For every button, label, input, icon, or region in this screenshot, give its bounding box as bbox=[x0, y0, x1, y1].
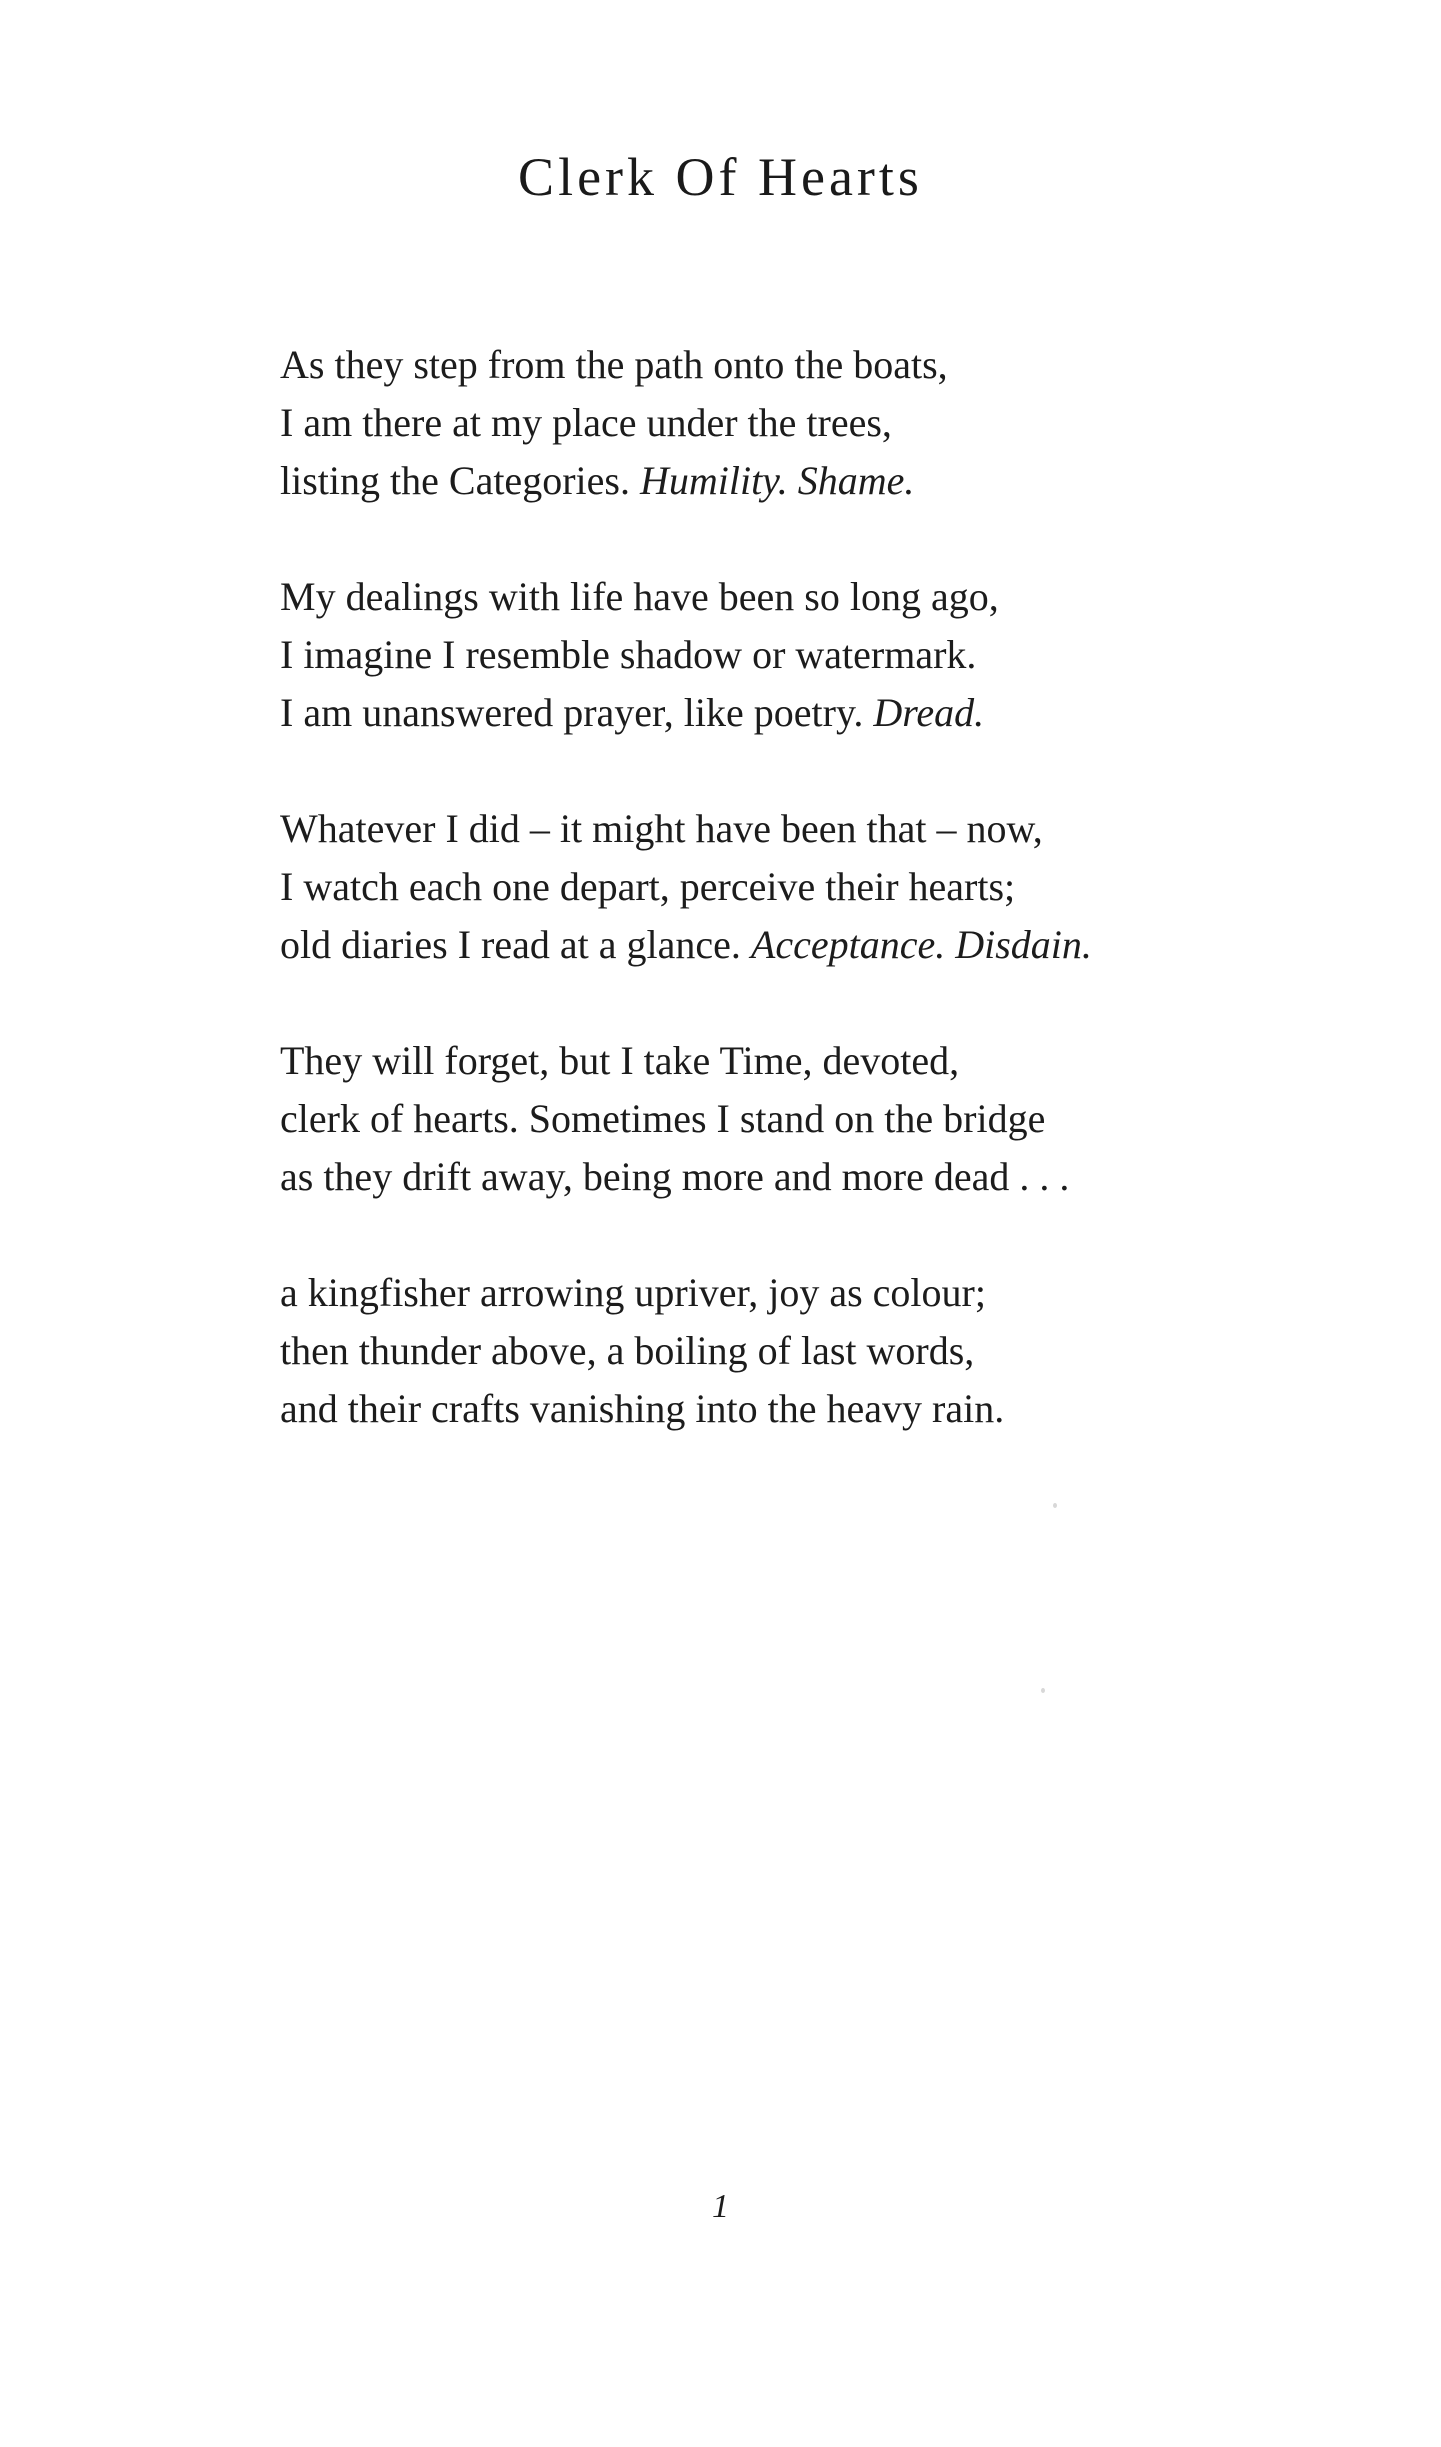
poem-line: listing the Categories. Humility. Shame. bbox=[280, 458, 915, 503]
stanza-3 bbox=[280, 800, 1280, 974]
poem-line: as they drift away, being more and more dead . . . bbox=[280, 1154, 1070, 1199]
stanza-4 bbox=[280, 1032, 1280, 1206]
scan-speck bbox=[1041, 1688, 1045, 1693]
poem-line: then thunder above, a boiling of last words, bbox=[280, 1328, 975, 1373]
poem-body bbox=[280, 336, 1280, 1496]
poem-line: They will forget, but I take Time, devoted, bbox=[280, 1038, 960, 1083]
stanza-1 bbox=[280, 336, 1280, 510]
stanza-5 bbox=[280, 1264, 1280, 1438]
poem-line: I imagine I resemble shadow or watermark. bbox=[280, 632, 977, 677]
poem-title: Clerk Of Hearts bbox=[518, 147, 923, 207]
poem-line: old diaries I read at a glance. Acceptance. Disdain. bbox=[280, 922, 1092, 967]
poem-line: and their crafts vanishing into the heavy rain. bbox=[280, 1386, 1005, 1431]
stanza-2 bbox=[280, 568, 1280, 742]
scan-speck bbox=[1053, 1503, 1057, 1508]
poem-line: I am unanswered prayer, like poetry. Dread. bbox=[280, 690, 985, 735]
poem-line: My dealings with life have been so long ago, bbox=[280, 574, 999, 619]
poem-line: I am there at my place under the trees, bbox=[280, 400, 892, 445]
poem-line: a kingfisher arrowing upriver, joy as colour; bbox=[280, 1270, 986, 1315]
poem-line: Whatever I did – it might have been that – now, bbox=[280, 806, 1043, 851]
poem-line: clerk of hearts. Sometimes I stand on the bridge bbox=[280, 1096, 1046, 1141]
page-number: 1 bbox=[712, 2188, 729, 2225]
poem-line: I watch each one depart, perceive their hearts; bbox=[280, 864, 1016, 909]
poem-line: As they step from the path onto the boats, bbox=[280, 342, 948, 387]
